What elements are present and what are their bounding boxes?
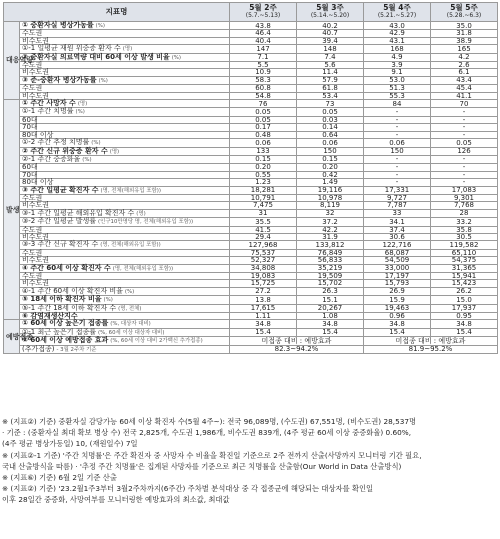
value-cell: 1.11 bbox=[230, 313, 297, 320]
indicator-unit: (%, 대상자 대비) bbox=[110, 321, 151, 328]
indicator-name: 60대 bbox=[22, 115, 38, 124]
indicator-name: ④-1 주간 60세 이상 확진자 비율 bbox=[22, 286, 123, 295]
indicator-label-cell bbox=[20, 264, 230, 272]
value-cell: 1.49 bbox=[297, 179, 364, 186]
value-cell: 10,791 bbox=[230, 194, 297, 201]
value-cell: 15.4 bbox=[297, 328, 364, 336]
indicator-name: 수도권 bbox=[22, 225, 43, 234]
value-cell: 32 bbox=[297, 209, 364, 217]
value-cell: 55.3 bbox=[364, 92, 431, 99]
indicator-label-cell bbox=[20, 273, 230, 280]
value-cell: 0.64 bbox=[297, 131, 364, 138]
indicator-name: ② 중환자실 의료역량 대비 60세 이상 발생 비율 bbox=[22, 52, 170, 61]
value-cell: 73 bbox=[297, 100, 364, 108]
value-cell: 42.2 bbox=[297, 226, 364, 233]
value-cell: 0.05 bbox=[230, 116, 297, 123]
indicator-label-cell bbox=[20, 116, 230, 123]
value-cell: 43.4 bbox=[431, 76, 498, 84]
value-cell: 15.0 bbox=[431, 296, 498, 304]
value-cell: 41.5 bbox=[230, 226, 297, 233]
indicator-name: ③ 준-중환자 병상가동률 bbox=[22, 75, 97, 84]
value-cell: 1.23 bbox=[230, 179, 297, 186]
indicator-name: ① 60세 이상 높은기 접종률 bbox=[22, 319, 109, 328]
indicator-unit: (%) bbox=[91, 140, 101, 147]
indicator-name: 비수도권 bbox=[22, 91, 50, 100]
value-cell: 15.4 bbox=[230, 328, 297, 336]
value-cell: 39.4 bbox=[297, 37, 364, 44]
value-cell: 30.6 bbox=[364, 233, 431, 240]
footnote-line: 이후 28일간 중증화, 사망여부를 모니터링한 예방효과의 최소값, 최대값 bbox=[2, 495, 230, 505]
value-cell: - bbox=[364, 171, 431, 178]
value-cell: 126 bbox=[431, 147, 498, 155]
value-cell: 7,475 bbox=[230, 202, 297, 209]
value-cell: 8,119 bbox=[297, 202, 364, 209]
value-cell: 31,365 bbox=[431, 264, 498, 272]
value-cell: - bbox=[364, 108, 431, 116]
value-cell: 0.48 bbox=[230, 131, 297, 138]
value-cell: - bbox=[431, 116, 498, 123]
week-header bbox=[230, 3, 297, 22]
week-range: (5.14.~5.20) bbox=[310, 12, 350, 19]
value-cell: 19,463 bbox=[364, 304, 431, 312]
value-cell: 41.1 bbox=[431, 92, 498, 99]
indicator-unit: (%) bbox=[98, 77, 108, 84]
value-cell: 37.2 bbox=[297, 218, 364, 226]
week-label: 5월 4주 bbox=[383, 3, 411, 12]
indicator-name: 비수도권 bbox=[22, 201, 50, 210]
week-header bbox=[364, 3, 431, 22]
table-row bbox=[4, 124, 498, 131]
week-header bbox=[431, 3, 498, 22]
indicator-name: 비수도권 bbox=[22, 68, 50, 77]
value-cell: 0.06 bbox=[364, 139, 431, 147]
value-cell: 1.08 bbox=[297, 313, 364, 320]
week-range: (5.21.~5.27) bbox=[377, 12, 417, 19]
value-cell: 33,000 bbox=[364, 264, 431, 272]
indicator-name: ①-1 최근 높은기 접종률 bbox=[22, 327, 97, 336]
indicator-label-cell bbox=[20, 226, 230, 233]
indicator-label-cell bbox=[20, 62, 230, 69]
value-cell: 127,968 bbox=[230, 241, 297, 249]
table-row bbox=[4, 53, 498, 61]
table-header-row bbox=[4, 3, 498, 22]
value-cell: 26.2 bbox=[431, 287, 498, 295]
value-cell: - bbox=[431, 155, 498, 163]
value-cell: 15,725 bbox=[230, 280, 297, 287]
indicator-name: 비수도권 bbox=[22, 256, 50, 265]
value-cell: 0.06 bbox=[230, 139, 297, 147]
indicator-unit: (%) bbox=[75, 109, 85, 116]
indicator-unit: (명) bbox=[136, 210, 146, 217]
value-cell: 53.4 bbox=[297, 92, 364, 99]
table-row bbox=[4, 218, 498, 226]
value-cell: 46.4 bbox=[230, 30, 297, 37]
week-header bbox=[297, 3, 364, 22]
value-cell: 4.9 bbox=[364, 53, 431, 61]
value-cell: 0.03 bbox=[297, 116, 364, 123]
value-cell: 53.0 bbox=[364, 76, 431, 84]
value-cell: 5.6 bbox=[297, 62, 364, 69]
value-cell: 42.9 bbox=[364, 30, 431, 37]
value-cell: 34.8 bbox=[431, 320, 498, 328]
value-cell: 0.14 bbox=[297, 124, 364, 131]
value-cell: - bbox=[364, 131, 431, 138]
indicator-label-cell bbox=[20, 186, 230, 194]
table-body bbox=[4, 22, 498, 354]
value-cell: 0.15 bbox=[297, 155, 364, 163]
indicator-name: ①-2 주간 추정 치명률 bbox=[22, 138, 90, 147]
indicator-name: 비수도권 bbox=[22, 36, 50, 45]
value-cell: 15.4 bbox=[431, 328, 498, 336]
value-cell: 26.3 bbox=[297, 287, 364, 295]
value-cell: 168 bbox=[364, 45, 431, 53]
value-cell: 75,537 bbox=[230, 249, 297, 256]
indicator-unit: (%, 60세 이상 대비 2가백신 추가접종) bbox=[110, 338, 203, 345]
value-cell: 165 bbox=[431, 45, 498, 53]
indicator-label-cell bbox=[20, 345, 230, 353]
category-label: 대응역량 bbox=[4, 22, 20, 100]
indicator-name: 수도권 bbox=[22, 272, 43, 280]
indicator-name: 수도권 bbox=[22, 61, 43, 70]
footnote-line: ※ (지표②) 기준) '23.2월1주3부터 3월2주차까지(6주간) 주차별 분석대상 중 각 접종군에 해당되는 대상자를 확인일 bbox=[2, 484, 374, 494]
value-cell: - bbox=[431, 179, 498, 186]
indicator-name: ① 중환자실 병상가동률 bbox=[22, 21, 94, 29]
value-cell: - bbox=[431, 171, 498, 178]
value-cell: 35.0 bbox=[431, 22, 498, 30]
indicator-label-cell bbox=[20, 194, 230, 201]
value-cell: 43.8 bbox=[230, 22, 297, 30]
value-cell: 7,787 bbox=[364, 202, 431, 209]
value-cell: 0.05 bbox=[297, 108, 364, 116]
indicator-unit: (%) bbox=[171, 54, 182, 61]
value-cell: 0.20 bbox=[230, 164, 297, 171]
value-cell: 33.2 bbox=[431, 218, 498, 226]
value-cell: 0.20 bbox=[297, 164, 364, 171]
table-row bbox=[4, 22, 498, 30]
week-label: 5월 2주 bbox=[249, 3, 277, 12]
indicator-label-cell bbox=[20, 85, 230, 92]
indicator-name: 수도권 bbox=[22, 193, 43, 202]
value-cell: 0.95 bbox=[431, 313, 498, 320]
table-row bbox=[4, 30, 498, 37]
value-cell: 40.2 bbox=[297, 22, 364, 30]
value-cell: 19,509 bbox=[297, 273, 364, 280]
value-cell: 17,083 bbox=[431, 186, 498, 194]
indicator-unit: (인구10만명당 명, 전체(해외유입 포함)) bbox=[98, 219, 194, 226]
indicator-unit: (%) bbox=[95, 23, 106, 29]
value-cell: 54.8 bbox=[230, 92, 297, 99]
table-row bbox=[4, 226, 498, 233]
indicator-unit: (명, 전체) bbox=[118, 305, 142, 312]
indicator-unit: (명, 전체(해외유입 포함)) bbox=[100, 187, 161, 194]
value-cell: 28 bbox=[431, 209, 498, 217]
value-cell: 0.42 bbox=[297, 171, 364, 178]
indicator-unit: (명) bbox=[109, 148, 120, 155]
value-cell: 9,301 bbox=[431, 194, 498, 201]
value-cell: 34.1 bbox=[364, 218, 431, 226]
value-cell: 17,615 bbox=[230, 304, 297, 312]
footnote-line: (4주 평균 병상가동일) 10, (재원일수) 7일 bbox=[2, 439, 138, 449]
value-cell: - bbox=[364, 124, 431, 131]
indicator-name: 비수도권 bbox=[22, 232, 50, 241]
indicator-name: ③-1 주간 일평균 해외유입 확진자 수 bbox=[22, 208, 135, 217]
value-cell: - bbox=[364, 179, 431, 186]
indicator-name: 80대 이상 bbox=[22, 130, 54, 139]
value-cell: - bbox=[431, 108, 498, 116]
table-row bbox=[4, 171, 498, 178]
week-label: 5월 5주 bbox=[450, 3, 478, 12]
value-cell: 9,727 bbox=[364, 194, 431, 201]
merged-value-cell: 82.3~94.2% bbox=[230, 345, 364, 353]
merged-value-cell: 미접종 대비 : 예방효과 bbox=[230, 337, 364, 345]
indicator-label-cell bbox=[20, 164, 230, 171]
value-cell: 0.06 bbox=[297, 139, 364, 147]
value-cell: 40.4 bbox=[230, 37, 297, 44]
value-cell: 60.8 bbox=[230, 85, 297, 92]
table-row bbox=[4, 116, 498, 123]
value-cell: 11.4 bbox=[297, 69, 364, 76]
value-cell: 7.1 bbox=[230, 53, 297, 61]
value-cell: 38.9 bbox=[431, 37, 498, 44]
footnote-line: ※ (지표②) 기준) 중환자실 감당가능 60세 이상 확진자 수(5월 4주~): 전국 96,089명, (수도권) 67,551명, (비수도권) 28,537명 bbox=[2, 417, 417, 426]
indicator-label-cell bbox=[20, 241, 230, 249]
value-cell: 54,375 bbox=[431, 257, 498, 264]
indicator-unit: (명) bbox=[122, 46, 133, 53]
value-cell: 61.8 bbox=[297, 85, 364, 92]
value-cell: 51.3 bbox=[364, 85, 431, 92]
value-cell: 15,941 bbox=[431, 273, 498, 280]
indicator-label-cell bbox=[20, 30, 230, 37]
indicator-table bbox=[3, 2, 498, 354]
indicator-name: ③-2 주간 일평균 발생률 bbox=[22, 217, 97, 226]
table-row bbox=[4, 194, 498, 201]
value-cell: 27.2 bbox=[230, 287, 297, 295]
value-cell: 0.05 bbox=[431, 139, 498, 147]
value-cell: 35.8 bbox=[431, 226, 498, 233]
indicator-name: ②-1 주간 중증화율 bbox=[22, 154, 81, 163]
indicator-name: ③-3 주간 신규 확진자 수 bbox=[22, 240, 99, 249]
indicator-name: 80대 이상 bbox=[22, 178, 54, 187]
value-cell: - bbox=[431, 131, 498, 138]
value-cell: 29.4 bbox=[230, 233, 297, 240]
value-cell: 9.1 bbox=[364, 69, 431, 76]
value-cell: 0.96 bbox=[364, 313, 431, 320]
value-cell: 76,849 bbox=[297, 249, 364, 256]
value-cell: 30.5 bbox=[431, 233, 498, 240]
value-cell: - bbox=[364, 116, 431, 123]
indicator-name: 수도권 bbox=[22, 29, 43, 38]
indicator-name: 70대 bbox=[22, 170, 38, 179]
value-cell: 57.9 bbox=[297, 76, 364, 84]
value-cell: 147 bbox=[230, 45, 297, 53]
indicator-name: ⑤ 18세 이하 확진자 비율 bbox=[22, 295, 102, 304]
indicator-unit: (%) bbox=[124, 288, 135, 295]
indicator-name: ④ 주간 60세 이상 확진자 수 bbox=[22, 263, 111, 272]
value-cell: 7,768 bbox=[431, 202, 498, 209]
value-cell: 0.55 bbox=[230, 171, 297, 178]
value-cell: 17,937 bbox=[431, 304, 498, 312]
indicator-unit: (%) bbox=[82, 156, 92, 163]
value-cell: 6.1 bbox=[431, 69, 498, 76]
indicator-name: ①-1 일평균 재원 위중증 환자 수 bbox=[22, 44, 121, 53]
value-cell: 56,833 bbox=[297, 257, 364, 264]
value-cell: 26.9 bbox=[364, 287, 431, 295]
value-cell: 122,716 bbox=[364, 241, 431, 249]
indicator-label-cell bbox=[20, 218, 230, 226]
value-cell: 35.5 bbox=[230, 218, 297, 226]
value-cell: 31.9 bbox=[297, 233, 364, 240]
category-label: 발생 bbox=[4, 100, 20, 320]
value-cell: 54,509 bbox=[364, 257, 431, 264]
value-cell: 2.6 bbox=[431, 62, 498, 69]
footnote-line: ※ (지표②-1 기준) '주간 치명률'은 주간 확진자 중 사망자 수 비율을 확진일 기준으로 2주 전까지 산출(사망까지 모니터링 기간 필요, bbox=[2, 450, 422, 460]
indicator-name: ⑤-1 주간 18세 이하 확진자 수 bbox=[22, 303, 117, 312]
footnote-line: ※ (지표⑥) 기준) 6월 2일 기준 산출 bbox=[2, 473, 117, 483]
value-cell: 150 bbox=[364, 147, 431, 155]
indicator-name: (추가접종) bbox=[22, 344, 55, 353]
merged-value-cell: 81.9~95.2% bbox=[364, 345, 498, 353]
value-cell: 35,219 bbox=[297, 264, 364, 272]
indicator-name: 수도권 bbox=[22, 84, 43, 93]
indicator-header: 지표명 bbox=[4, 3, 230, 22]
indicator-unit: - 3월 2주차 기준 bbox=[56, 346, 97, 353]
value-cell: 52,327 bbox=[230, 257, 297, 264]
value-cell: 150 bbox=[297, 147, 364, 155]
indicator-name: ⑥ 감염재생산지수 bbox=[22, 312, 78, 321]
value-cell: 17,331 bbox=[364, 186, 431, 194]
table-row bbox=[4, 337, 498, 345]
value-cell: 70 bbox=[431, 100, 498, 108]
value-cell: 76 bbox=[230, 100, 297, 108]
value-cell: 17,197 bbox=[364, 273, 431, 280]
value-cell: 19,116 bbox=[297, 186, 364, 194]
table-row bbox=[4, 108, 498, 116]
table-row bbox=[4, 92, 498, 99]
indicator-table-wrapper bbox=[3, 2, 497, 354]
indicator-name: ①-1 주간 치명률 bbox=[22, 107, 74, 116]
value-cell: 5.5 bbox=[230, 62, 297, 69]
indicator-label-cell bbox=[20, 249, 230, 256]
value-cell: 84 bbox=[364, 100, 431, 108]
value-cell: 18,281 bbox=[230, 186, 297, 194]
value-cell: 133 bbox=[230, 147, 297, 155]
table-row bbox=[4, 85, 498, 92]
value-cell: 15,702 bbox=[297, 280, 364, 287]
value-cell: - bbox=[364, 155, 431, 163]
value-cell: 45.4 bbox=[431, 85, 498, 92]
value-cell: 34.8 bbox=[364, 320, 431, 328]
value-cell: 31.8 bbox=[431, 30, 498, 37]
value-cell: 133,812 bbox=[297, 241, 364, 249]
value-cell: - bbox=[431, 124, 498, 131]
value-cell: 0.15 bbox=[230, 155, 297, 163]
value-cell: 31 bbox=[230, 209, 297, 217]
value-cell: 20,267 bbox=[297, 304, 364, 312]
indicator-label-cell bbox=[20, 22, 230, 30]
value-cell: 148 bbox=[297, 45, 364, 53]
value-cell: 0.05 bbox=[230, 108, 297, 116]
value-cell: 58.3 bbox=[230, 76, 297, 84]
value-cell: 10.9 bbox=[230, 69, 297, 76]
value-cell: 43.0 bbox=[364, 22, 431, 30]
table-row bbox=[4, 76, 498, 84]
value-cell: 34,808 bbox=[230, 264, 297, 272]
footnotes bbox=[2, 416, 498, 506]
indicator-unit: (명, 전체(해외유입 포함)) bbox=[100, 242, 161, 249]
table-row bbox=[4, 164, 498, 171]
value-cell: 15.1 bbox=[297, 296, 364, 304]
week-range: (5.7.~5.13) bbox=[245, 12, 281, 19]
merged-value-cell: 미접종 대비 : 예방효과 bbox=[364, 337, 498, 345]
value-cell: 15,793 bbox=[364, 280, 431, 287]
indicator-name: 70대 bbox=[22, 123, 38, 132]
week-label: 5월 3주 bbox=[316, 3, 344, 12]
value-cell: 119,582 bbox=[431, 241, 498, 249]
indicator-label-cell bbox=[20, 53, 230, 61]
indicator-unit: (%) bbox=[103, 297, 113, 304]
indicator-name: 수도권 bbox=[22, 248, 43, 257]
value-cell: 34.8 bbox=[230, 320, 297, 328]
value-cell: 19,083 bbox=[230, 273, 297, 280]
value-cell: - bbox=[364, 164, 431, 171]
table-row bbox=[4, 100, 498, 108]
value-cell: 7.4 bbox=[297, 53, 364, 61]
indicator-name: ① 주간 사망자 수 bbox=[22, 99, 76, 108]
value-cell: 3.9 bbox=[364, 62, 431, 69]
value-cell: 37.4 bbox=[364, 226, 431, 233]
indicator-unit: (%, 60세 이상 대상자 대비) bbox=[98, 329, 165, 336]
value-cell: 34.8 bbox=[297, 320, 364, 328]
indicator-unit: (명) bbox=[77, 101, 88, 108]
table-row bbox=[4, 155, 498, 163]
value-cell: 43.1 bbox=[364, 37, 431, 44]
value-cell: 15.9 bbox=[364, 296, 431, 304]
value-cell: 33 bbox=[364, 209, 431, 217]
value-cell: - bbox=[431, 164, 498, 171]
table-row bbox=[4, 62, 498, 69]
indicator-name: ② 60세 이상 예방접종 효과 bbox=[22, 336, 109, 345]
value-cell: 68,087 bbox=[364, 249, 431, 256]
indicator-label-cell bbox=[20, 155, 230, 163]
week-range: (5.28.~6.3) bbox=[446, 12, 482, 19]
indicator-label-cell bbox=[20, 108, 230, 116]
indicator-name: ② 주간 신규 위중증 환자 수 bbox=[22, 146, 108, 155]
value-cell: 0.17 bbox=[230, 124, 297, 131]
value-cell: 15,423 bbox=[431, 280, 498, 287]
footnote-line: · 기준 : (중환자실 최대 확보 병상 수) 전국 2,825개, 수도권 1,986개, 비수도권 839개, (4주 평균 60세 이상 중증화율) 0.60%, bbox=[2, 428, 412, 438]
value-cell: 40.7 bbox=[297, 30, 364, 37]
indicator-name: ③ 주간 일평균 확진자 수 bbox=[22, 185, 99, 194]
indicator-name: 비수도권 bbox=[22, 279, 50, 288]
value-cell: 4.2 bbox=[431, 53, 498, 61]
indicator-label-cell bbox=[20, 76, 230, 84]
indicator-name: 60대 bbox=[22, 163, 38, 172]
value-cell: 65,110 bbox=[431, 249, 498, 256]
indicator-unit: (명, 전체(해외유입 포함)) bbox=[112, 265, 174, 272]
value-cell: 15.4 bbox=[364, 328, 431, 336]
footnote-line: 국내 산출방식을 따름) · '추정 주간 치명률'은 집계된 사망자를 기준으로 최근 치명률을 산출함(Our World in Data 산출방식) bbox=[2, 461, 402, 471]
value-cell: 13.8 bbox=[230, 296, 297, 304]
table-row bbox=[4, 345, 498, 353]
value-cell: 10,978 bbox=[297, 194, 364, 201]
category-label: 예방접종 bbox=[4, 320, 20, 354]
